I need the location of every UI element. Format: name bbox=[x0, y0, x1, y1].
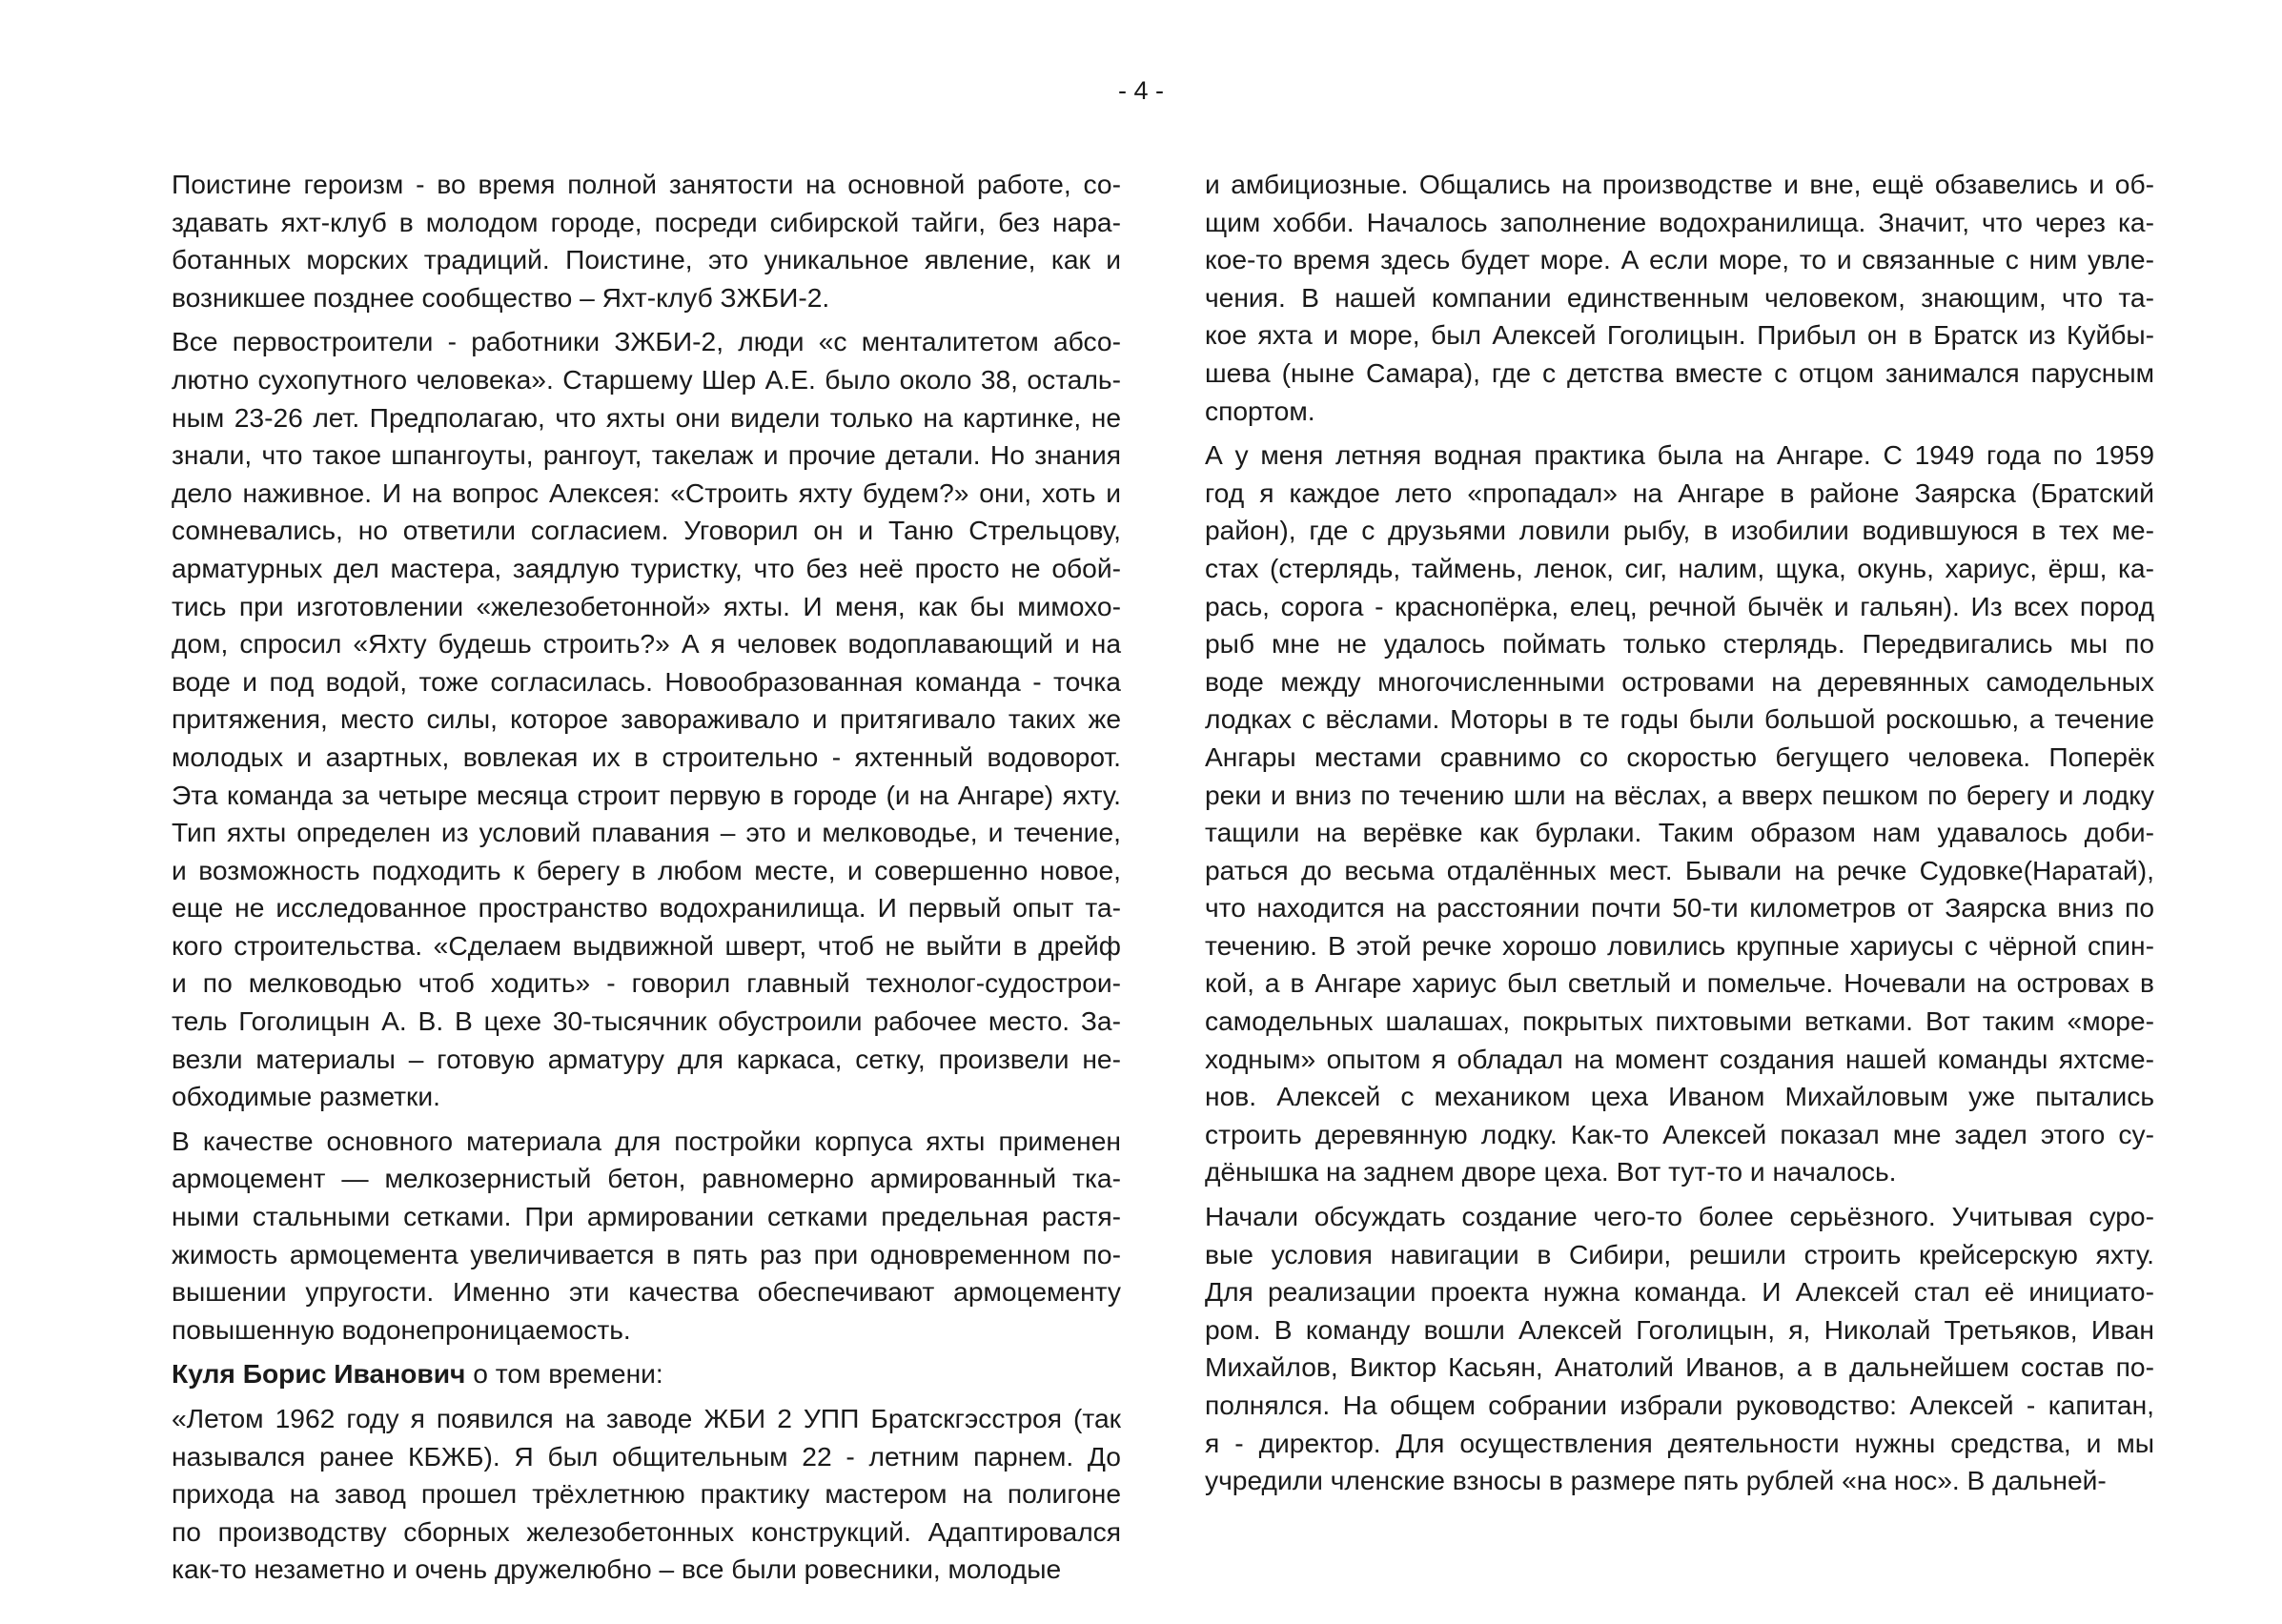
text-line: Начали обсуждать создание чего-то более серьёзного. Учитывая суро- bbox=[1205, 1201, 2154, 1232]
text-line: «Летом 1962 году я появился на заводе ЖБИ 2 УПП Братскгэсстроя (так bbox=[172, 1403, 1121, 1433]
text-line: кого строительства. «Сделаем выдвижной шверт, чтоб не выйти в дрейф bbox=[172, 929, 1121, 961]
text-line: ными стальными сетками. При армировании сетками предельная растя- bbox=[172, 1201, 1121, 1232]
text-line: щим хобби. Началось заполнение водохранилища. Значит, что через ка- bbox=[1205, 206, 2154, 237]
text-line: учредили членские взносы в размере пять рублей «на нос». В дальней- bbox=[1205, 1465, 2107, 1496]
paragraph bbox=[172, 1355, 1121, 1393]
text-line: кой, а в Ангаре хариус был светлый и помельче. Ночевали на островах в bbox=[1205, 967, 2154, 999]
text-line: год я каждое лето «пропадал» на Ангаре в районе Заярска (Братский bbox=[1205, 477, 2154, 508]
text-line: кое-то время здесь будет море. А если море, то и связанные с ним увле- bbox=[1205, 244, 2154, 275]
text-line: армоцемент — мелкозернистый бетон, равномерно армированный тка- bbox=[172, 1163, 1121, 1194]
text-line: ром. В команду вошли Алексей Гоголицын, я, Николай Третьяков, Иван bbox=[1205, 1313, 2154, 1345]
text-line: обходимые разметки. bbox=[172, 1081, 440, 1112]
paragraph bbox=[1205, 166, 2154, 430]
text-line: тись при изготовлении «железобетонной» яхты. И меня, как бы мимохо- bbox=[172, 590, 1121, 621]
author-name: Куля Борис Иванович bbox=[172, 1358, 466, 1390]
text-line: А у меня летняя водная практика была на Ангаре. С 1949 года по 1959 bbox=[1205, 439, 2154, 471]
text-line: лютно сухопутного человека». Старшему Шер А.Е. было около 38, осталь- bbox=[172, 363, 1121, 395]
text-line: Эта команда за четыре месяца строит первую в городе (и на Ангаре) яхту. bbox=[172, 779, 1121, 810]
text-line: стах (стерлядь, таймень, ленок, сиг, налим, щука, окунь, хариус, ёрш, ка- bbox=[1205, 552, 2154, 583]
text-line-rest: о том времени: bbox=[465, 1358, 663, 1390]
text-line: ботанных морских традиций. Поистине, это уникальное явление, как и bbox=[172, 244, 1121, 275]
text-line: лодках с вёслами. Моторы в те годы были большой роскошью, а течение bbox=[1205, 703, 2154, 735]
text-line: ходным» опытом я обладал на момент создания нашей команды яхтсме- bbox=[1205, 1043, 2154, 1074]
text-line: дом, спросил «Яхту будешь строить?» А я человек водоплавающий и на bbox=[172, 628, 1121, 660]
text-line: тель Гоголицын А. В. В цехе 30-тысячник обустроили рабочее место. За- bbox=[172, 1005, 1121, 1037]
text-line: и возможность подходить к берегу в любом месте, и совершенно новое, bbox=[172, 854, 1121, 885]
text-line: самодельных шалашах, покрытых пихтовыми ветками. Вот таким «море- bbox=[1205, 1005, 2154, 1037]
text-line: дело наживное. И на вопрос Алексея: «Строить яхту будем?» они, хоть и bbox=[172, 477, 1121, 508]
text-line: реки и вниз по течению шли на вёслах, а вверх пешком по берегу и лодку bbox=[1205, 779, 2154, 810]
text-line: прихода на завод прошел трёхлетнюю практику мастером на полигоне bbox=[172, 1478, 1121, 1510]
text-line: тащили на верёвке как бурлаки. Таким образом нам удавалось доби- bbox=[1205, 817, 2154, 848]
text-line: течению. В этой речке хорошо ловились крупные хариусы с чёрной спин- bbox=[1205, 929, 2154, 961]
text-line bbox=[172, 1355, 1121, 1393]
text-line: я - директор. Для осуществления деятельности нужны средства, и мы bbox=[1205, 1427, 2154, 1458]
text-line: В качестве основного материала для постройки корпуса яхты применен bbox=[172, 1125, 1121, 1156]
text-line: притяжения, место силы, которое завораживало и притягивало таких же bbox=[172, 703, 1121, 735]
text-line: полнялся. На общем собрании избрали руководство: Алексей - капитан, bbox=[1205, 1390, 2154, 1420]
text-line: молодых и азартных, вовлекая их в строительно - яхтенный водоворот. bbox=[172, 741, 1121, 772]
text-line: по производству сборных железобетонных конструкций. Адаптировался bbox=[172, 1515, 1121, 1547]
paragraph bbox=[1205, 1198, 2154, 1500]
text-line: Тип яхты определен из условий плавания – это и мелководье, и течение, bbox=[172, 817, 1121, 848]
text-line: арматурных дел мастера, заядлую туристку, что без неё просто не обой- bbox=[172, 552, 1121, 583]
text-line: воде и под водой, тоже согласилась. Новообразованная команда - точка bbox=[172, 665, 1121, 697]
text-line: как-то незаметно и очень дружелюбно – все были ровесники, молодые bbox=[172, 1553, 1062, 1585]
text-line: еще не исследованное пространство водохранилища. И первый опыт та- bbox=[172, 892, 1121, 924]
paragraph bbox=[172, 323, 1121, 1115]
text-line: чения. В нашей компании единственным человеком, знающим, что та- bbox=[1205, 281, 2154, 313]
text-line: и амбициозные. Общались на производстве и вне, ещё обзавелись и об- bbox=[1205, 169, 2154, 199]
right-column bbox=[1205, 166, 2154, 1500]
text-line: сомневались, но ответили согласием. Уговорил он и Таню Стрельцову, bbox=[172, 515, 1121, 546]
text-line: кое яхта и море, был Алексей Гоголицын. Прибыл он в Братск из Куйбы- bbox=[1205, 319, 2154, 351]
text-line: везли материалы – готовую арматуру для каркаса, сетку, произвели не- bbox=[172, 1043, 1121, 1074]
text-line: что находится на расстоянии почти 50-ти километров от Заярска вниз по bbox=[1205, 892, 2154, 924]
text-line: раться до весьма отдалённых мест. Бывали на речке Судовке(Наратай), bbox=[1205, 854, 2154, 885]
text-line: жимость армоцемента увеличивается в пять раз при одновременном по- bbox=[172, 1238, 1121, 1269]
text-line: Для реализации проекта нужна команда. И Алексей стал её инициато- bbox=[1205, 1276, 2154, 1308]
text-line: назывался ранее КБЖБ). Я был общительным 22 - летним парнем. До bbox=[172, 1440, 1121, 1472]
text-line: Поистине героизм - во время полной занятости на основной работе, со- bbox=[172, 169, 1121, 199]
text-line: рась, сорога - краснопёрка, елец, речной бычёк и гальян). Из всех пород bbox=[1205, 590, 2154, 621]
text-line: вышении упругости. Именно эти качества обеспечивают армоцементу bbox=[172, 1276, 1121, 1308]
paragraph bbox=[172, 1400, 1121, 1589]
text-line: шева (ныне Самара), где с детства вместе с отцом занимался парусным bbox=[1205, 356, 2154, 388]
text-line: строить деревянную лодку. Как-то Алексей показал мне задел этого су- bbox=[1205, 1118, 2154, 1149]
text-line: спортом. bbox=[1205, 395, 1315, 426]
text-line: дёнышка на заднем дворе цеха. Вот тут-то и началось. bbox=[1205, 1156, 1897, 1188]
text-line: Все первостроители - работники ЗЖБИ-2, люди «с менталитетом абсо- bbox=[172, 326, 1121, 357]
paragraph bbox=[172, 166, 1121, 316]
text-line: Михайлов, Виктор Касьян, Анатолий Иванов, а в дальнейшем состав по- bbox=[1205, 1351, 2154, 1383]
text-line: повышенную водонепроницаемость. bbox=[172, 1313, 631, 1345]
paragraph bbox=[1205, 436, 2154, 1191]
paragraph bbox=[172, 1123, 1121, 1350]
text-line: ным 23-26 лет. Предполагаю, что яхты они видели только на картинке, не bbox=[172, 401, 1121, 433]
text-line: вые условия навигации в Сибири, решили строить крейсерскую яхту. bbox=[1205, 1238, 2154, 1269]
text-line: район), где с друзьями ловили рыбу, в изобилии водившуюся в тех ме- bbox=[1205, 515, 2154, 546]
text-line: возникшее позднее сообщество – Яхт-клуб ЗЖБИ-2. bbox=[172, 281, 830, 313]
text-line: знали, что такое шпангоуты, рангоут, такелаж и прочие детали. Но знания bbox=[172, 439, 1121, 471]
text-line: Ангары местами сравнимо со скоростью бегущего человека. Поперёк bbox=[1205, 741, 2154, 772]
text-line: рыб мне не удалось поймать только стерлядь. Передвигались мы по bbox=[1205, 628, 2154, 660]
text-line: здавать яхт-клуб в молодом городе, посреди сибирской тайги, без нара- bbox=[172, 206, 1121, 237]
text-line: воде между многочисленными островами на деревянных самодельных bbox=[1205, 665, 2154, 697]
text-line: нов. Алексей с механиком цеха Иваном Михайловым уже пытались bbox=[1205, 1081, 2154, 1112]
left-column bbox=[172, 166, 1121, 1589]
text-line: и по мелководью чтоб ходить» - говорил главный технолог-судострои- bbox=[172, 967, 1121, 999]
page-number: - 4 - bbox=[1117, 76, 1164, 105]
